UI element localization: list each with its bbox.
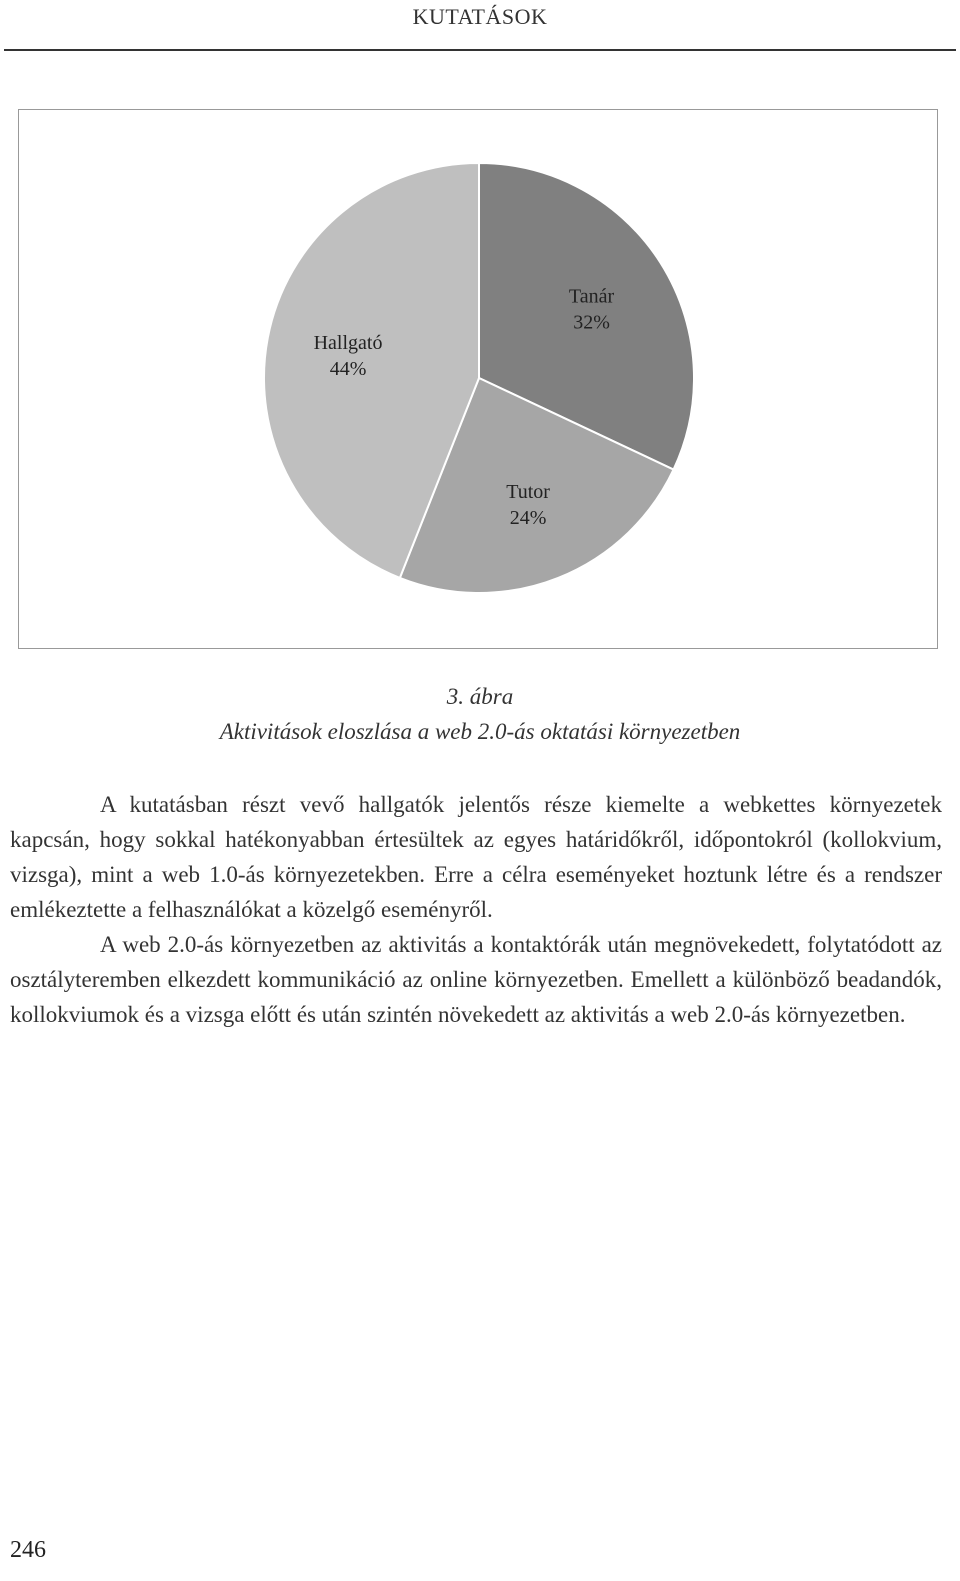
running-header: KUTATÁSOK <box>412 4 548 29</box>
slice-value-label: 44% <box>329 358 367 381</box>
paragraph: A kutatásban részt vevő hallgatók jelentős része kiemelte a webkettes környezetek kapcsán, hogy sokkal hatékonyabban értesültek az egyes határidőkről, időpontokról (kollokvium, vizsga), mint a web 1.0-ás környezetekben. Erre a célra eseményeket hoztunk létre és a rendszer emlékeztette a felhasználókat a közelgő eseményről. <box>10 792 942 922</box>
slice-label: Tanár <box>568 285 615 308</box>
slice-label: Hallgató <box>313 332 383 355</box>
pie-chart <box>19 110 939 650</box>
paragraph: A web 2.0-ás környezetben az aktivitás a kontaktórák után megnövekedett, folytatódott az osztályteremben elkezdett kommunikáció az online környezetben. Emellett a különböző beadandók, kollokviumok és a vizsga előtt és után szintén növekedett az aktivitás a web 2.0-ás környezetben. <box>10 932 942 1027</box>
body-text <box>10 787 942 1032</box>
figure-frame <box>18 109 938 649</box>
header-rule <box>4 49 956 51</box>
figure-caption: Aktivitások eloszlása a web 2.0-ás oktatási környezetben <box>219 719 741 744</box>
slice-label: Tutor <box>506 480 550 503</box>
slice-value-label: 32% <box>573 311 610 334</box>
figure-number: 3. ábra <box>446 684 514 709</box>
page-number: 246 <box>10 1537 46 1563</box>
slice-value-label: 24% <box>509 506 547 529</box>
